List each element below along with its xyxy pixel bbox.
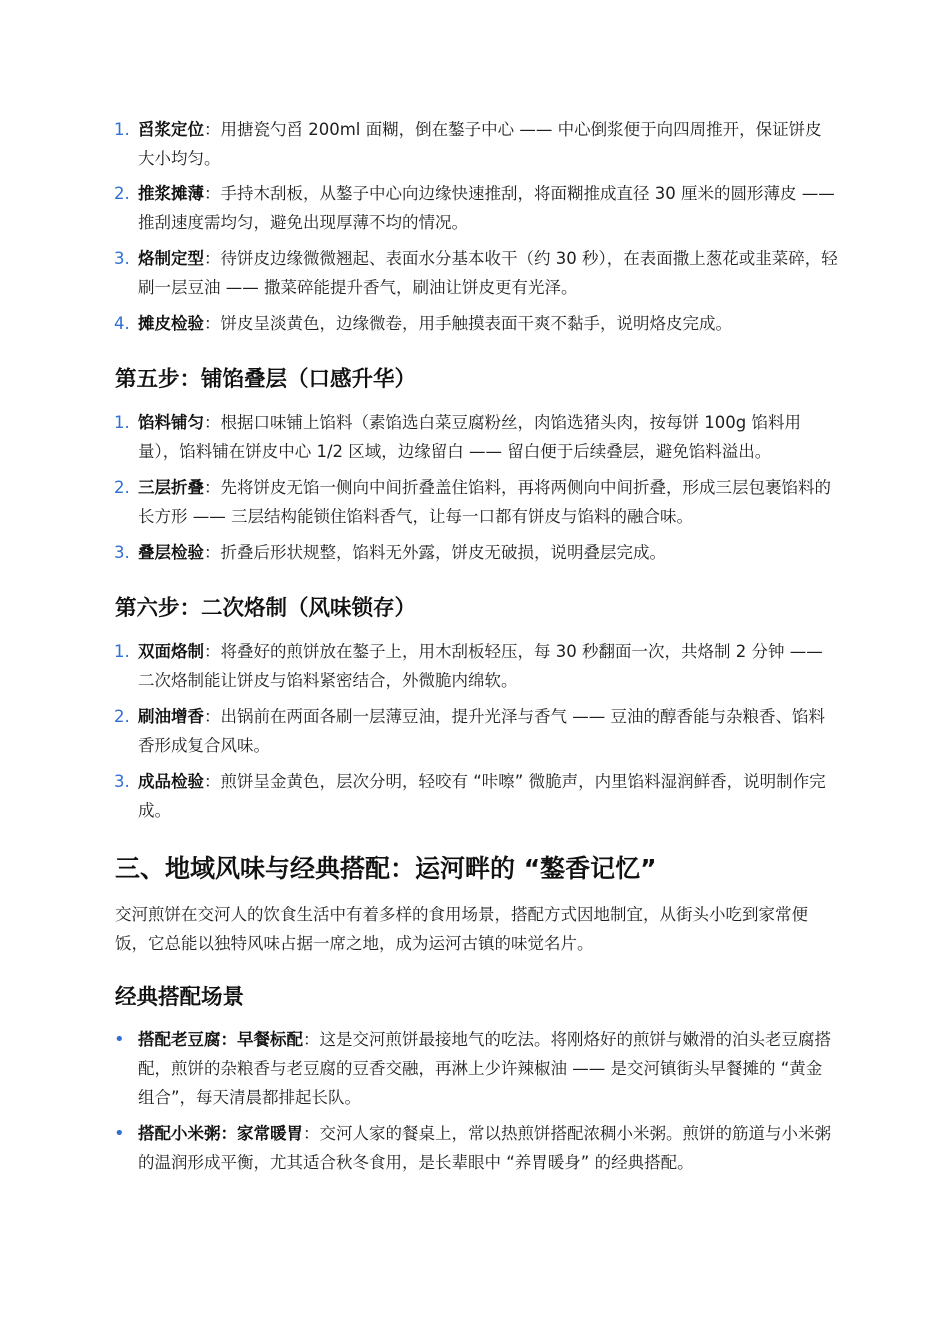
item-text: ：根据口味铺上馅料（素馅选白菜豆腐粉丝，肉馅选猪头肉，按每饼 100g 馅料用量），馅料铺在饼皮中心 1/2 区域，边缘留白 —— 留白便于后续叠层，避免馅料溢出。 bbox=[138, 413, 801, 461]
item-title: 烙制定型 bbox=[138, 249, 204, 268]
bullet-icon: • bbox=[114, 1123, 125, 1144]
item-title: 推浆摊薄 bbox=[138, 184, 204, 203]
list-number: 1. bbox=[114, 120, 130, 139]
item-text: ：折叠后形状规整，馅料无外露，饼皮无破损，说明叠层完成。 bbox=[204, 543, 666, 562]
section3-subheading: 经典搭配场景 bbox=[115, 985, 245, 1010]
item-title: 成品检验 bbox=[138, 772, 204, 791]
list-item bbox=[114, 538, 838, 567]
list-number: 2. bbox=[114, 478, 130, 497]
list-item bbox=[114, 473, 838, 531]
list-item bbox=[114, 767, 838, 825]
list-item bbox=[114, 244, 838, 302]
list-number: 3. bbox=[114, 772, 130, 791]
item-title: 搭配小米粥：家常暖胃 bbox=[138, 1124, 303, 1143]
list-item bbox=[114, 1119, 838, 1177]
item-text: ：出锅前在两面各刷一层薄豆油，提升光泽与香气 —— 豆油的醇香能与杂粮香、馅料香形成复合风味。 bbox=[138, 707, 825, 755]
list-item bbox=[114, 1025, 838, 1112]
list-number: 3. bbox=[114, 249, 130, 268]
item-text: ：交河人家的餐桌上，常以热煎饼搭配浓稠小米粥。煎饼的筋道与小米粥的温润形成平衡，尤其适合秋冬食用，是长辈眼中 “养胃暖身” 的经典搭配。 bbox=[138, 1124, 831, 1172]
list-number: 1. bbox=[114, 413, 130, 432]
list-item bbox=[114, 179, 838, 237]
list-number: 4. bbox=[114, 314, 130, 333]
bullet-icon: • bbox=[114, 1029, 125, 1050]
item-title: 摊皮检验 bbox=[138, 314, 204, 333]
item-title: 三层折叠 bbox=[138, 478, 204, 497]
item-title: 刷油增香 bbox=[138, 707, 204, 726]
item-title: 舀浆定位 bbox=[138, 120, 204, 139]
list-number: 1. bbox=[114, 642, 130, 661]
item-text: ：将叠好的煎饼放在鏊子上，用木刮板轻压，每 30 秒翻面一次，共烙制 2 分钟 —— 二次烙制能让饼皮与馅料紧密结合，外微脆内绵软。 bbox=[138, 642, 823, 690]
item-text: ：煎饼呈金黄色，层次分明，轻咬有 “咔嚓” 微脆声，内里馅料湿润鲜香，说明制作完成。 bbox=[138, 772, 826, 820]
item-text: ：这是交河煎饼最接地气的吃法。将刚烙好的煎饼与嫩滑的泊头老豆腐搭配，煎饼的杂粮香与老豆腐的豆香交融，再淋上少许辣椒油 —— 是交河镇街头早餐摊的 “黄金组合”，每天清晨都排起长队。 bbox=[138, 1030, 831, 1107]
section3-intro: 交河煎饼在交河人的饮食生活中有着多样的食用场景，搭配方式因地制宜，从街头小吃到家常便饭，它总能以独特风味占据一席之地，成为运河古镇的味觉名片。 bbox=[115, 905, 808, 953]
list-number: 2. bbox=[114, 707, 130, 726]
list-number: 2. bbox=[114, 184, 130, 203]
list-item bbox=[114, 115, 838, 173]
list-item bbox=[114, 702, 838, 760]
list-item bbox=[114, 309, 838, 338]
item-text: ：先将饼皮无馅一侧向中间折叠盖住馅料，再将两侧向中间折叠，形成三层包裹馅料的长方形 —— 三层结构能锁住馅料香气，让每一口都有饼皮与馅料的融合味。 bbox=[138, 478, 831, 526]
item-title: 搭配老豆腐：早餐标配 bbox=[138, 1030, 303, 1049]
item-text: ：手持木刮板，从鏊子中心向边缘快速推刮，将面糊推成直径 30 厘米的圆形薄皮 —— 推刮速度需均匀，避免出现厚薄不均的情况。 bbox=[138, 184, 835, 232]
item-title: 馅料铺匀 bbox=[138, 413, 204, 432]
section3-heading: 三、地域风味与经典搭配：运河畔的 “鏊香记忆” bbox=[115, 854, 657, 883]
item-text: ：用搪瓷勺舀 200ml 面糊，倒在鏊子中心 —— 中心倒浆便于向四周推开，保证饼皮大小均匀。 bbox=[138, 120, 822, 168]
step6-heading: 第六步：二次烙制（风味锁存） bbox=[115, 596, 417, 621]
item-text: ：饼皮呈淡黄色，边缘微卷，用手触摸表面干爽不黏手，说明烙皮完成。 bbox=[204, 314, 732, 333]
item-text: ：待饼皮边缘微微翘起、表面水分基本收干（约 30 秒），在表面撒上葱花或韭菜碎，轻刷一层豆油 —— 撒菜碎能提升香气，刷油让饼皮更有光泽。 bbox=[138, 249, 838, 297]
list-item bbox=[114, 408, 838, 466]
item-title: 双面烙制 bbox=[138, 642, 204, 661]
step5-heading: 第五步：铺馅叠层（口感升华） bbox=[115, 367, 417, 392]
list-number: 3. bbox=[114, 543, 130, 562]
item-title: 叠层检验 bbox=[138, 543, 204, 562]
list-item bbox=[114, 637, 838, 695]
